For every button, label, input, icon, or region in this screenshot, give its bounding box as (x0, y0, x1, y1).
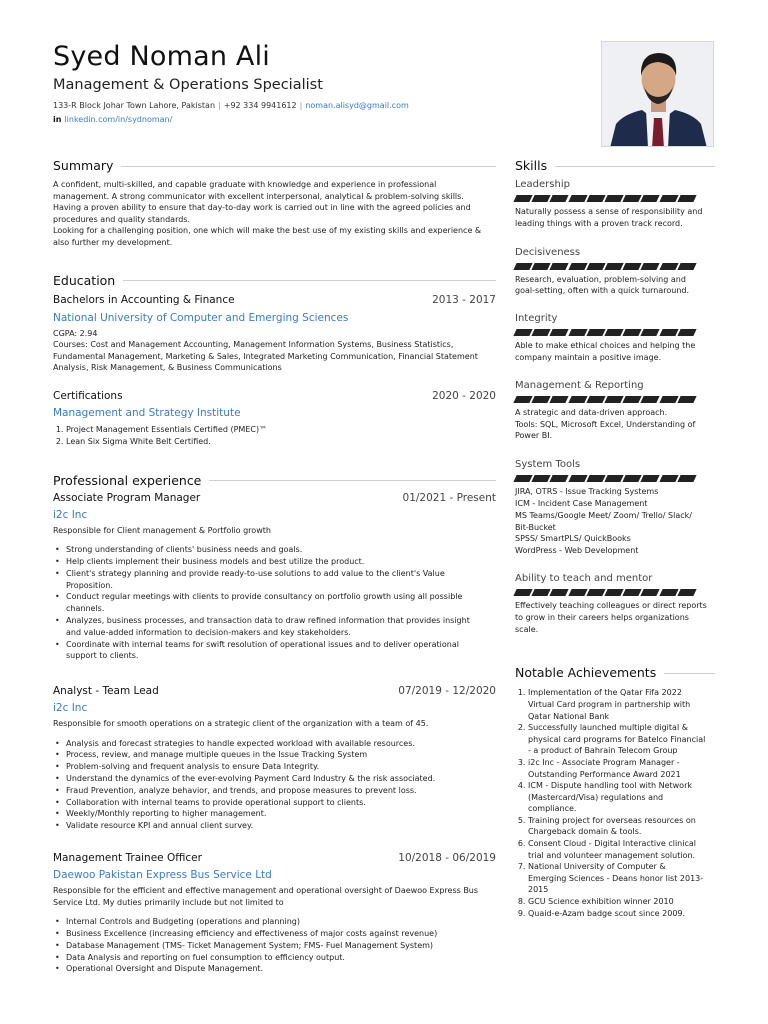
bullet-line: • Strong understanding of clients' business needs and goals. (66, 545, 303, 555)
bullet-line: • Operational Oversight and Dispute Management. (66, 964, 264, 974)
skill-level-segment (623, 195, 642, 202)
achievement-line: 3. i2c Inc - Associate Program Manager - (528, 757, 680, 767)
skill-level-segment (568, 263, 587, 270)
summary-line: Having a proven ability to ensure that day-to-day work is carried out in line with the agreed policies and (53, 203, 471, 213)
skill-level-segment (550, 396, 569, 403)
achievements-list (515, 687, 715, 919)
summary-text (53, 179, 496, 249)
skill-level-segment (532, 329, 551, 336)
list-item (53, 928, 496, 940)
job-description-line: Responsible for smooth operations on a strategic client of the organization with a team of 45. (53, 719, 429, 729)
job-header-row (53, 851, 496, 866)
skill-level-segment (677, 329, 696, 336)
skill-level-segment (568, 396, 587, 403)
address: 133-R Block Johar Town Lahore, Pakistan (53, 101, 216, 110)
list-item (528, 722, 715, 757)
section-divider (123, 280, 496, 281)
cert-dates: 2020 - 2020 (432, 389, 496, 402)
achievement-line: Qatar National Bank (528, 711, 610, 721)
bullet-line: and value-added information to decision-makers and key stakeholders. (66, 627, 351, 637)
job-description (53, 525, 496, 537)
skill-list (515, 178, 715, 635)
bullet-line: • Business Excellence (increasing efficiency and effectiveness of major costs against revenue) (66, 929, 438, 939)
skill-level-segment (532, 195, 551, 202)
achievement-line: 2. Successfully launched multiple digital & (528, 723, 688, 733)
skill-level-bar (515, 589, 697, 596)
bullet-line: • Validate resource KPI and annual client survey. (66, 821, 254, 831)
skill-level-segment (659, 195, 678, 202)
summary-line: procedures and quality standards. (53, 214, 190, 224)
skill-level-segment (604, 329, 623, 336)
bullet-line: • Coordinate with internal teams for swift resolution of operational issues and to deliver operational (66, 639, 459, 649)
skill-level-segment (659, 396, 678, 403)
bullet-line: channels. (66, 604, 105, 614)
skill-level-segment (604, 195, 623, 202)
skill-level-segment (513, 195, 532, 202)
skill-description-line: goal-setting, often with a quick turnaround. (515, 286, 690, 296)
skill-item (515, 572, 715, 635)
skill-level-segment (513, 329, 532, 336)
job-bullet-list (53, 544, 496, 662)
skill-level-segment (586, 195, 605, 202)
skill-level-segment (604, 589, 623, 596)
skill-level-segment (623, 263, 642, 270)
bullet-line: • Analysis and forecast strategies to handle expected workload with available resources. (66, 738, 415, 748)
skill-level-bar (515, 263, 697, 270)
achievement-line: physical card programs for Batelco Financial (528, 734, 706, 744)
profile-photo (601, 41, 714, 147)
cert-title: Certifications (53, 389, 123, 402)
skill-item (515, 246, 715, 298)
summary-title: Summary (53, 158, 114, 173)
skill-level-segment (677, 589, 696, 596)
job-company: i2c Inc (53, 702, 88, 715)
list-item (53, 591, 496, 615)
linkedin-icon: in (53, 115, 62, 124)
skill-level-segment (641, 329, 660, 336)
achievement-line: 7. National University of Computer & (528, 862, 666, 872)
skill-level-segment (568, 589, 587, 596)
job-bullet-list (53, 738, 496, 832)
list-item (53, 820, 496, 832)
skill-item (515, 178, 715, 230)
skill-description (515, 486, 715, 557)
skill-item (515, 379, 715, 442)
skill-level-segment (532, 263, 551, 270)
job-dates: 01/2021 - Present (402, 491, 496, 504)
degree-dates: 2013 - 2017 (432, 293, 496, 306)
bullet-line: • Problem-solving and frequent analysis to ensure Data Integrity. (66, 762, 320, 772)
job-description-line: Service Ltd. My duties primarily include but not limited to (53, 897, 284, 907)
skill-description-line: Able to make ethical choices and helping the (515, 341, 696, 351)
achievement-line: 4. ICM - Dispute handling tool with Network (528, 781, 692, 791)
job-role: Associate Program Manager (53, 491, 201, 504)
skill-level-segment (513, 263, 532, 270)
skill-level-segment (586, 475, 605, 482)
skill-level-segment (677, 263, 696, 270)
job-company: Daewoo Pakistan Express Bus Service Ltd (53, 869, 272, 882)
list-item (53, 940, 496, 952)
achievement-line: compliance. (528, 804, 577, 814)
list-item (528, 780, 715, 815)
skill-level-segment (623, 396, 642, 403)
skill-level-bar (515, 329, 697, 336)
skill-level-segment (641, 396, 660, 403)
list-item (528, 896, 715, 908)
job-role: Analyst - Team Lead (53, 685, 159, 698)
degree-row (53, 293, 496, 308)
section-divider (664, 673, 715, 674)
courses-line: Fundamental Management, Marketing & Sales, Integrated Marketing Communication, Financial Statement (53, 351, 478, 361)
skill-level-bar (515, 396, 697, 403)
degree-name: Bachelors in Accounting & Finance (53, 293, 235, 306)
achievement-line: 9. Quaid-e-Azam badge scout since 2009. (528, 908, 686, 918)
skill-level-segment (513, 396, 532, 403)
skill-description-line: Tools: SQL, Microsoft Excel, Understanding of (515, 419, 696, 429)
education-heading (53, 272, 496, 290)
bullet-line: • Process, review, and manage multiple queues in the Issue Tracking System (66, 750, 368, 760)
skill-level-segment (532, 396, 551, 403)
skill-description (515, 274, 715, 298)
list-item (528, 861, 715, 896)
skill-item (515, 458, 715, 557)
skill-level-segment (641, 589, 660, 596)
skill-level-segment (568, 195, 587, 202)
skill-level-segment (568, 329, 587, 336)
job-description-line: Responsible for Client management & Portfolio growth (53, 525, 271, 535)
skill-description-line: scale. (515, 624, 539, 634)
email-link[interactable]: noman.alisyd@gmail.com (305, 101, 409, 110)
list-item (528, 687, 715, 722)
job-header-row (53, 684, 496, 699)
candidate-name: Syed Noman Ali (53, 41, 270, 72)
skill-level-segment (586, 263, 605, 270)
achievement-line: 2015 (528, 885, 549, 895)
job-list (53, 491, 496, 976)
skill-level-segment (677, 396, 696, 403)
skill-level-segment (659, 263, 678, 270)
achievement-line: trial and volunteer management solution. (528, 850, 696, 860)
summary-line: A confident, multi-skilled, and capable graduate with knowledge and experience in professional (53, 180, 437, 189)
bullet-line: Proposition. (66, 580, 113, 590)
skill-description (515, 206, 715, 230)
cert-list (53, 424, 496, 448)
skill-description-line: Research, evaluation, problem-solving and (515, 274, 686, 284)
list-item (53, 556, 496, 568)
list-item (53, 773, 496, 785)
skill-level-segment (641, 475, 660, 482)
list-item (53, 952, 496, 964)
bullet-line: • Help clients implement their business models and best utilize the product. (66, 556, 365, 566)
cert-row (53, 389, 496, 404)
bullet-line: • Internal Controls and Budgeting (operations and planning) (66, 917, 300, 927)
job-entry (53, 851, 496, 975)
list-item (53, 568, 496, 592)
skill-level-segment (659, 475, 678, 482)
skill-level-segment (532, 475, 551, 482)
skill-level-segment (604, 263, 623, 270)
skill-level-segment (623, 329, 642, 336)
experience-title: Professional experience (53, 472, 202, 488)
achievement-line: Virtual Card program in partnership with (528, 699, 691, 709)
resume-header (53, 40, 573, 125)
list-item (53, 738, 496, 750)
skill-level-segment (550, 329, 569, 336)
achievement-line: (Mastercard/Visa) regulations and (528, 792, 664, 802)
linkedin-row (53, 114, 573, 125)
skill-description-line: WordPress - Web Development (515, 546, 639, 556)
bullet-line: • Client's strategy planning and provide ready-to-use solutions to add value to the client's Value (66, 568, 445, 578)
job-dates: 07/2019 - 12/2020 (398, 685, 496, 698)
skill-level-segment (623, 589, 642, 596)
skill-name: Leadership (515, 179, 570, 190)
skill-level-segment (513, 475, 532, 482)
list-item: 2. Lean Six Sigma White Belt Certified. (66, 436, 496, 448)
list-item (53, 785, 496, 797)
list-item (528, 815, 715, 838)
skill-level-segment (513, 589, 532, 596)
skill-level-segment (550, 195, 569, 202)
skill-description-line: MS Teams/Google Meet/ Zoom/ Trello/ Slack/ (515, 510, 692, 520)
bullet-line: • Understand the dynamics of the ever-evolving Payment Card Industry & the risk associated. (66, 774, 436, 784)
skill-level-segment (550, 263, 569, 270)
skill-level-segment (641, 195, 660, 202)
skill-description (515, 600, 715, 635)
summary-heading (53, 157, 496, 175)
section-divider (121, 166, 496, 167)
skill-description-line: Power BI. (515, 431, 553, 441)
job-role: Management Trainee Officer (53, 852, 202, 865)
section-divider (555, 166, 715, 167)
bullet-line: • Database Management (TMS- Ticket Management System; FMS- Fuel Management System) (66, 940, 434, 950)
person-photo-icon (602, 42, 714, 147)
list-item (53, 544, 496, 556)
experience-heading (53, 472, 496, 490)
job-entry (53, 684, 496, 832)
skill-name: System Tools (515, 459, 581, 471)
bullet-line: • Analyzes, business processes, and transaction data to draw refined information that provides insight (66, 615, 470, 625)
candidate-title: Management & Operations Specialist (53, 77, 323, 93)
list-item (53, 963, 496, 975)
skill-level-segment (586, 329, 605, 336)
skill-description-line: A strategic and data-driven approach. (515, 407, 668, 417)
job-description-line: Responsible for the efficient and effective management and operational oversight of Daewoo Express Bus (53, 886, 479, 896)
skill-level-segment (586, 589, 605, 596)
job-company: i2c Inc (53, 508, 88, 521)
skill-level-segment (586, 396, 605, 403)
bullet-line: • Conduct regular meetings with clients to provide consultancy on portfolio growth using all possible (66, 592, 463, 602)
summary-line: management. A strong communicator with excellent interpersonal, analytical & problem-solving skills. (53, 191, 464, 201)
achievement-line: Outstanding Performance Award 2021 (528, 769, 681, 779)
skill-level-segment (550, 475, 569, 482)
job-description (53, 885, 496, 908)
skill-level-segment (550, 589, 569, 596)
list-item (53, 916, 496, 928)
skill-level-segment (532, 589, 551, 596)
job-description (53, 718, 496, 730)
list-item (53, 761, 496, 773)
skill-level-segment (568, 475, 587, 482)
list-item (53, 797, 496, 809)
linkedin-link[interactable]: linkedin.com/in/sydnoman/ (64, 115, 173, 124)
list-item (53, 808, 496, 820)
skills-title: Skills (515, 158, 548, 173)
right-column (515, 157, 715, 919)
contact-line: 133-R Block Johar Town Lahore, Pakistan | +92 334 9941612 | noman.alisyd@gmail.com (53, 101, 409, 110)
achievements-heading (515, 664, 715, 682)
skill-description-line: SPSS/ SmartPLS/ QuickBooks (515, 534, 631, 544)
skill-description-line: leading things with a proven track record. (515, 218, 683, 228)
section-divider (209, 480, 496, 481)
skill-name: Management & Reporting (515, 379, 644, 391)
summary-line: also further my development. (53, 237, 173, 247)
list-item (528, 757, 715, 780)
cgpa: CGPA: 2.94 (53, 328, 98, 338)
courses-line: Analysis, Risk Management, & Business Communications (53, 363, 282, 373)
skill-description-line: company maintain a positive image. (515, 352, 662, 362)
bullet-line: • Data Analysis and reporting on fuel consumption to efficiency output. (66, 952, 345, 962)
achievement-line: Emerging Sciences - Deans honor list 2013- (528, 873, 704, 883)
skill-description-line: Bit-Bucket (515, 522, 556, 532)
job-dates: 10/2018 - 06/2019 (398, 852, 496, 865)
job-entry (53, 491, 496, 663)
skill-item (515, 312, 715, 364)
left-column (53, 157, 496, 975)
achievement-line: 8. GCU Science exhibition winner 2010 (528, 897, 674, 907)
skill-name: Ability to teach and mentor (515, 572, 653, 584)
skills-heading (515, 157, 715, 175)
skill-level-segment (641, 263, 660, 270)
job-bullet-list (53, 916, 496, 975)
summary-line: Looking for a challenging position, one which will make the best use of my existing skills and experience & (53, 226, 482, 236)
skill-level-bar (515, 195, 697, 202)
bullet-line: • Collaboration with internal teams to provide operational support to clients. (66, 797, 366, 807)
skill-description-line: to grow in their careers helps organizations (515, 612, 689, 622)
skill-level-segment (659, 589, 678, 596)
list-item (53, 749, 496, 761)
skill-level-segment (659, 329, 678, 336)
list-item: 1. Project Management Essentials Certified (PMEC)™ (66, 424, 496, 436)
university-name: National University of Computer and Emerging Sciences (53, 311, 349, 324)
skill-description-line: Naturally possess a sense of responsibility and (515, 207, 703, 216)
cert-institute: Management and Strategy Institute (53, 406, 241, 419)
skill-level-segment (604, 475, 623, 482)
skill-level-bar (515, 475, 697, 482)
courses (53, 339, 496, 374)
education-title: Education (53, 272, 116, 288)
list-item (53, 615, 496, 639)
bullet-line: • Weekly/Monthly reporting to higher management. (66, 809, 267, 819)
skill-level-segment (677, 195, 696, 202)
bullet-line: • Fraud Prevention, analyze behavior, and trends, and propose measures to prevent loss. (66, 785, 417, 795)
bullet-line: support to clients. (66, 651, 139, 661)
achievement-line: Chargeback domain & tools. (528, 827, 642, 837)
skill-description (515, 340, 715, 364)
skill-description-line: JIRA, OTRS - Issue Tracking Systems (515, 487, 659, 497)
skill-description (515, 407, 715, 442)
phone: +92 334 9941612 (223, 101, 297, 110)
skill-description-line: Effectively teaching colleagues or direct reports (515, 600, 707, 610)
achievements-title: Notable Achievements (515, 665, 657, 681)
skill-level-segment (604, 396, 623, 403)
list-item (53, 639, 496, 663)
list-item (528, 908, 715, 920)
skill-name: Decisiveness (515, 246, 581, 258)
skill-description-line: ICM - Incident Case Management (515, 498, 648, 508)
achievement-line: 5. Training project for overseas resources on (528, 815, 696, 825)
achievement-line: 1. Implementation of the Qatar Fifa 2022 (528, 688, 682, 698)
job-header-row (53, 491, 496, 506)
courses-line: Courses: Cost and Management Accounting, Management Information Systems, Business Statistics, (53, 340, 454, 350)
skill-level-segment (623, 475, 642, 482)
achievement-line: 6. Consent Cloud - Digital Interactive clinical (528, 839, 696, 849)
achievement-line: - a product of Bahrain Telecom Group (528, 746, 678, 756)
skill-level-segment (677, 475, 696, 482)
list-item (528, 838, 715, 861)
skill-name: Integrity (515, 313, 558, 325)
